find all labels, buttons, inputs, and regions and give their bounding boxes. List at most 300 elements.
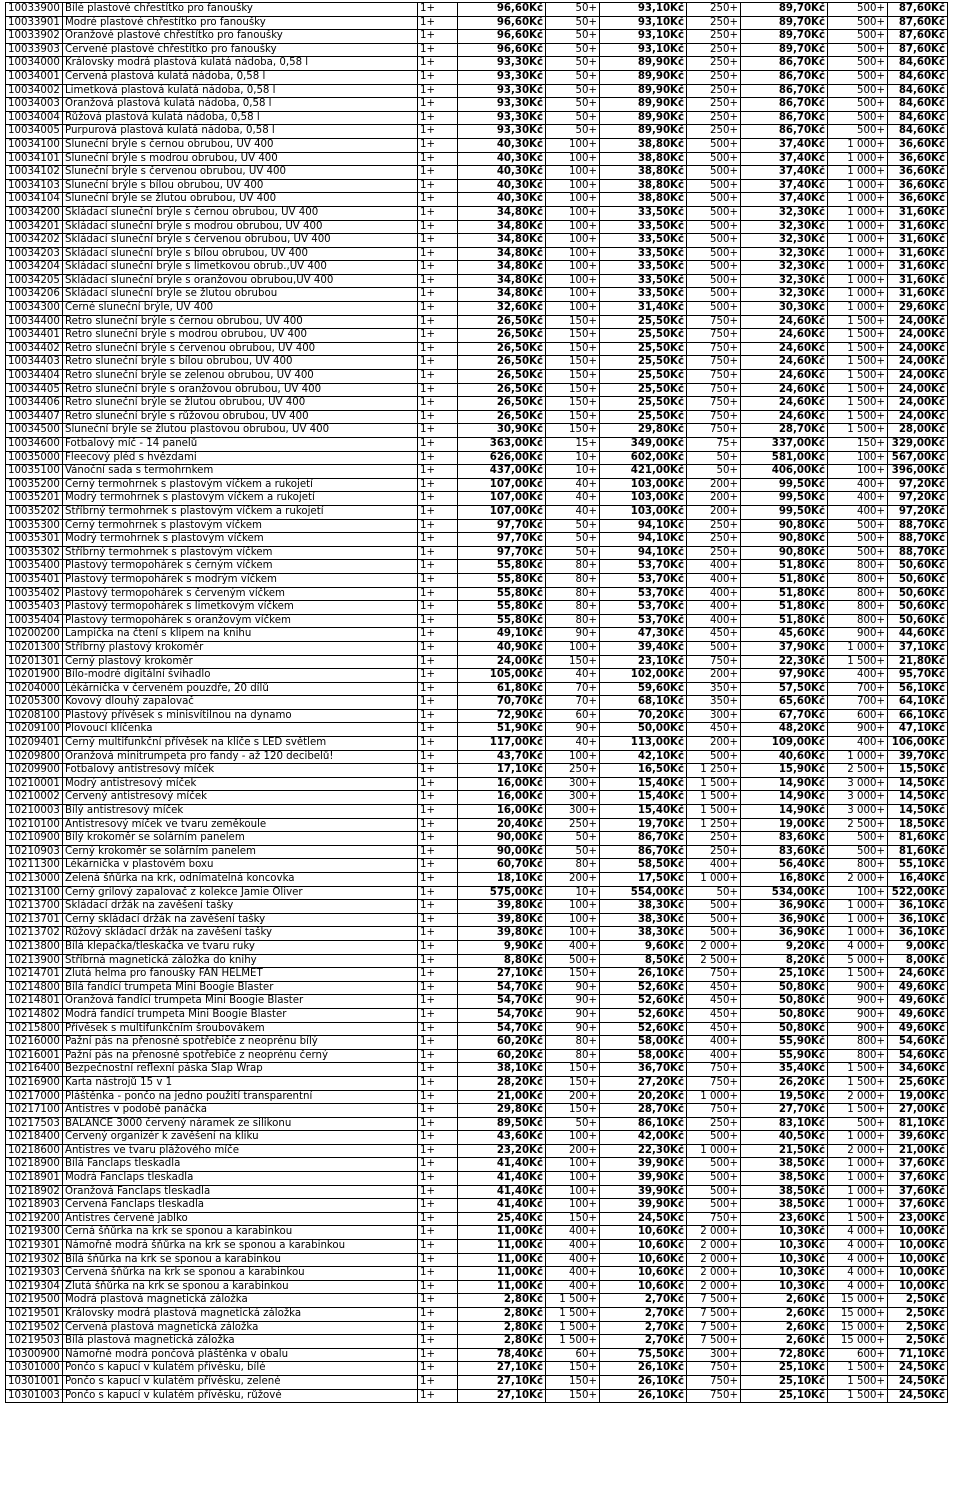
price-tier-3: 32,30Kč (741, 274, 828, 288)
product-code: 10034403 (6, 356, 63, 370)
product-code: 10034404 (6, 370, 63, 384)
qty-tier-3: 1 500+ (687, 791, 741, 805)
qty-tier-3: 500+ (687, 288, 741, 302)
table-row (6, 98, 948, 112)
product-name: Skládací sluneční brýle s oranžovou obrubou,UV 400 (63, 274, 418, 288)
qty-tier-4: 3 000+ (828, 805, 888, 819)
price-tier-3: 83,60Kč (741, 832, 828, 846)
price-tier-2: 25,50Kč (600, 315, 687, 329)
qty-tier-3: 750+ (687, 1389, 741, 1403)
price-tier-4: 31,60Kč (888, 247, 948, 261)
qty-tier-2: 50+ (546, 98, 600, 112)
qty-tier-3: 750+ (687, 968, 741, 982)
qty-tier-3: 500+ (687, 302, 741, 316)
price-tier-1: 40,30Kč (458, 138, 546, 152)
qty-tier-3: 500+ (687, 1131, 741, 1145)
product-code: 10033901 (6, 16, 63, 30)
qty-tier-4: 1 500+ (828, 383, 888, 397)
price-tier-1: 363,00Kč (458, 438, 546, 452)
table-row (6, 1280, 948, 1294)
table-row (6, 573, 948, 587)
qty-tier-2: 90+ (546, 981, 600, 995)
price-tier-4: 88,70Kč (888, 546, 948, 560)
product-code: 10034407 (6, 410, 63, 424)
price-tier-2: 17,50Kč (600, 873, 687, 887)
price-tier-4: 84,60Kč (888, 84, 948, 98)
table-row (6, 1389, 948, 1403)
table-row (6, 913, 948, 927)
product-name: Oranžová minitrumpeta pro fandy - až 120 decibelů! (63, 750, 418, 764)
price-tier-1: 28,20Kč (458, 1076, 546, 1090)
price-tier-3: 51,80Kč (741, 614, 828, 628)
qty-tier-3: 750+ (687, 1362, 741, 1376)
qty-tier-2: 400+ (546, 1267, 600, 1281)
price-tier-1: 2,80Kč (458, 1321, 546, 1335)
qty-tier-3: 750+ (687, 329, 741, 343)
qty-tier-4: 1 500+ (828, 315, 888, 329)
qty-tier-1: 1+ (418, 1348, 458, 1362)
qty-tier-1: 1+ (418, 777, 458, 791)
price-tier-3: 51,80Kč (741, 601, 828, 615)
qty-tier-3: 500+ (687, 274, 741, 288)
qty-tier-3: 200+ (687, 492, 741, 506)
qty-tier-2: 50+ (546, 1117, 600, 1131)
table-row (6, 234, 948, 248)
qty-tier-2: 90+ (546, 723, 600, 737)
qty-tier-3: 2 000+ (687, 1280, 741, 1294)
qty-tier-2: 200+ (546, 873, 600, 887)
price-tier-1: 26,50Kč (458, 315, 546, 329)
qty-tier-1: 1+ (418, 628, 458, 642)
qty-tier-3: 7 500+ (687, 1335, 741, 1349)
price-tier-4: 49,60Kč (888, 981, 948, 995)
table-row (6, 206, 948, 220)
price-tier-1: 26,50Kč (458, 397, 546, 411)
product-name: Královsky modrá plastová magnetická záložka (63, 1308, 418, 1322)
product-name: Antistres ve tvaru plážového míče (63, 1144, 418, 1158)
price-tier-1: 105,00Kč (458, 669, 546, 683)
qty-tier-3: 450+ (687, 995, 741, 1009)
qty-tier-2: 100+ (546, 247, 600, 261)
price-tier-3: 14,90Kč (741, 805, 828, 819)
qty-tier-4: 1 500+ (828, 1389, 888, 1403)
price-tier-3: 40,60Kč (741, 750, 828, 764)
price-tier-2: 53,70Kč (600, 573, 687, 587)
price-tier-1: 32,60Kč (458, 302, 546, 316)
table-row (6, 845, 948, 859)
price-tier-3: 50,80Kč (741, 995, 828, 1009)
product-code: 10216400 (6, 1063, 63, 1077)
qty-tier-3: 500+ (687, 927, 741, 941)
price-tier-3: 55,90Kč (741, 1036, 828, 1050)
price-tier-4: 87,60Kč (888, 43, 948, 57)
price-tier-4: 14,50Kč (888, 805, 948, 819)
table-row (6, 111, 948, 125)
qty-tier-4: 800+ (828, 1036, 888, 1050)
product-code: 10213700 (6, 900, 63, 914)
price-tier-4: 97,20Kč (888, 478, 948, 492)
product-name: Stříbrný plastový krokoměr (63, 641, 418, 655)
price-tier-4: 28,00Kč (888, 424, 948, 438)
product-code: 10200200 (6, 628, 63, 642)
qty-tier-1: 1+ (418, 1090, 458, 1104)
price-tier-2: 38,80Kč (600, 138, 687, 152)
price-tier-2: 42,00Kč (600, 1131, 687, 1145)
product-code: 10035202 (6, 505, 63, 519)
price-tier-1: 27,10Kč (458, 968, 546, 982)
product-name: Oranžová fandící trumpeta Mini Boogie Blaster (63, 995, 418, 1009)
product-code: 10034205 (6, 274, 63, 288)
price-tier-4: 50,60Kč (888, 601, 948, 615)
price-tier-1: 40,30Kč (458, 166, 546, 180)
qty-tier-2: 50+ (546, 30, 600, 44)
qty-tier-2: 250+ (546, 818, 600, 832)
qty-tier-2: 150+ (546, 410, 600, 424)
qty-tier-1: 1+ (418, 166, 458, 180)
qty-tier-4: 2 000+ (828, 1144, 888, 1158)
product-code: 10213702 (6, 927, 63, 941)
price-tier-1: 2,80Kč (458, 1335, 546, 1349)
qty-tier-2: 500+ (546, 954, 600, 968)
price-tier-3: 90,80Kč (741, 519, 828, 533)
qty-tier-3: 500+ (687, 1199, 741, 1213)
table-row (6, 1063, 948, 1077)
product-name: Bílý antistresový míček (63, 805, 418, 819)
price-tier-3: 38,50Kč (741, 1185, 828, 1199)
price-tier-3: 83,60Kč (741, 845, 828, 859)
price-tier-1: 40,30Kč (458, 193, 546, 207)
price-tier-4: 54,60Kč (888, 1036, 948, 1050)
price-tier-1: 54,70Kč (458, 981, 546, 995)
price-tier-3: 55,90Kč (741, 1049, 828, 1063)
table-row (6, 737, 948, 751)
qty-tier-3: 400+ (687, 560, 741, 574)
qty-tier-2: 100+ (546, 927, 600, 941)
qty-tier-1: 1+ (418, 1253, 458, 1267)
price-tier-4: 64,10Kč (888, 696, 948, 710)
product-code: 10035400 (6, 560, 63, 574)
price-tier-3: 37,40Kč (741, 152, 828, 166)
price-tier-4: 10,00Kč (888, 1253, 948, 1267)
qty-tier-1: 1+ (418, 791, 458, 805)
price-tier-3: 8,20Kč (741, 954, 828, 968)
price-tier-1: 96,60Kč (458, 3, 546, 17)
product-name: Plastový termopohárek s červeným víčkem (63, 587, 418, 601)
qty-tier-2: 1 500+ (546, 1321, 600, 1335)
product-code: 10218902 (6, 1185, 63, 1199)
qty-tier-4: 500+ (828, 43, 888, 57)
product-name: Sluneční brýle s červenou obrubou, UV 400 (63, 166, 418, 180)
price-tier-1: 437,00Kč (458, 465, 546, 479)
qty-tier-2: 80+ (546, 560, 600, 574)
qty-tier-1: 1+ (418, 84, 458, 98)
price-tier-4: 50,60Kč (888, 573, 948, 587)
qty-tier-1: 1+ (418, 1104, 458, 1118)
product-name: Skládací držák na zavěšení tašky (63, 900, 418, 914)
price-tier-4: 34,60Kč (888, 1063, 948, 1077)
price-tier-4: 31,60Kč (888, 261, 948, 275)
product-code: 10034202 (6, 234, 63, 248)
qty-tier-1: 1+ (418, 913, 458, 927)
qty-tier-2: 150+ (546, 329, 600, 343)
price-tier-1: 89,50Kč (458, 1117, 546, 1131)
qty-tier-1: 1+ (418, 1117, 458, 1131)
product-name: Zelená šňůrka na krk, odnímatelná koncovka (63, 873, 418, 887)
qty-tier-4: 500+ (828, 546, 888, 560)
price-tier-4: 36,10Kč (888, 927, 948, 941)
price-tier-4: 37,60Kč (888, 1185, 948, 1199)
price-tier-4: 36,60Kč (888, 138, 948, 152)
table-row (6, 125, 948, 139)
product-name: Oranžové plastové chřestítko pro fanoušky (63, 30, 418, 44)
product-code: 10034600 (6, 438, 63, 452)
product-code: 10034003 (6, 98, 63, 112)
product-code: 10210100 (6, 818, 63, 832)
qty-tier-1: 1+ (418, 1335, 458, 1349)
qty-tier-1: 1+ (418, 573, 458, 587)
table-row (6, 1158, 948, 1172)
qty-tier-1: 1+ (418, 1294, 458, 1308)
price-tier-4: 81,10Kč (888, 1117, 948, 1131)
qty-tier-1: 1+ (418, 111, 458, 125)
qty-tier-1: 1+ (418, 356, 458, 370)
price-tier-2: 15,40Kč (600, 805, 687, 819)
price-tier-4: 24,00Kč (888, 410, 948, 424)
qty-tier-2: 40+ (546, 737, 600, 751)
product-code: 10034401 (6, 329, 63, 343)
qty-tier-1: 1+ (418, 138, 458, 152)
product-name: Skládací sluneční brýle s červenou obrubou, UV 400 (63, 234, 418, 248)
product-name: Bezpečnostní reflexní páska Slap Wrap (63, 1063, 418, 1077)
qty-tier-3: 500+ (687, 641, 741, 655)
table-row (6, 709, 948, 723)
price-tier-2: 26,10Kč (600, 968, 687, 982)
price-tier-4: 14,50Kč (888, 791, 948, 805)
product-code: 10035403 (6, 601, 63, 615)
product-name: Modré plastové chřestítko pro fanoušky (63, 16, 418, 30)
qty-tier-2: 100+ (546, 1199, 600, 1213)
price-tier-3: 89,70Kč (741, 3, 828, 17)
price-tier-4: 2,50Kč (888, 1294, 948, 1308)
qty-tier-3: 400+ (687, 1049, 741, 1063)
product-code: 10034200 (6, 206, 63, 220)
qty-tier-2: 100+ (546, 152, 600, 166)
qty-tier-2: 150+ (546, 315, 600, 329)
qty-tier-1: 1+ (418, 16, 458, 30)
price-tier-1: 16,00Kč (458, 805, 546, 819)
price-tier-1: 24,00Kč (458, 655, 546, 669)
table-row (6, 492, 948, 506)
table-row (6, 873, 948, 887)
table-row (6, 1022, 948, 1036)
table-row (6, 832, 948, 846)
price-tier-2: 93,10Kč (600, 3, 687, 17)
qty-tier-3: 50+ (687, 886, 741, 900)
qty-tier-2: 90+ (546, 1008, 600, 1022)
price-tier-1: 55,80Kč (458, 601, 546, 615)
price-tier-4: 15,50Kč (888, 764, 948, 778)
qty-tier-1: 1+ (418, 1158, 458, 1172)
price-tier-1: 93,30Kč (458, 84, 546, 98)
product-code: 10201300 (6, 641, 63, 655)
qty-tier-3: 50+ (687, 451, 741, 465)
qty-tier-2: 100+ (546, 234, 600, 248)
qty-tier-2: 100+ (546, 138, 600, 152)
price-tier-3: 21,50Kč (741, 1144, 828, 1158)
qty-tier-3: 500+ (687, 1172, 741, 1186)
price-tier-1: 97,70Kč (458, 519, 546, 533)
product-code: 10034103 (6, 179, 63, 193)
table-row (6, 179, 948, 193)
qty-tier-1: 1+ (418, 750, 458, 764)
qty-tier-3: 750+ (687, 356, 741, 370)
product-code: 10035401 (6, 573, 63, 587)
table-row (6, 1008, 948, 1022)
price-tier-3: 32,30Kč (741, 247, 828, 261)
price-tier-4: 10,00Kč (888, 1280, 948, 1294)
qty-tier-3: 750+ (687, 1063, 741, 1077)
product-code: 10201301 (6, 655, 63, 669)
price-tier-2: 59,60Kč (600, 682, 687, 696)
price-tier-2: 349,00Kč (600, 438, 687, 452)
product-name: Fotbalový míč - 14 panelů (63, 438, 418, 452)
price-tier-2: 58,00Kč (600, 1049, 687, 1063)
qty-tier-2: 10+ (546, 465, 600, 479)
price-tier-2: 33,50Kč (600, 206, 687, 220)
qty-tier-1: 1+ (418, 383, 458, 397)
product-name: Skládací sluneční brýle s bílou obrubou, UV 400 (63, 247, 418, 261)
price-tier-4: 31,60Kč (888, 234, 948, 248)
qty-tier-3: 350+ (687, 682, 741, 696)
product-name: Skládací sluneční brýle s limetkovou obrub.,UV 400 (63, 261, 418, 275)
price-tier-2: 23,10Kč (600, 655, 687, 669)
price-tier-3: 32,30Kč (741, 261, 828, 275)
qty-tier-2: 100+ (546, 274, 600, 288)
price-tier-1: 107,00Kč (458, 492, 546, 506)
price-tier-1: 55,80Kč (458, 573, 546, 587)
qty-tier-1: 1+ (418, 845, 458, 859)
product-name: Černý plastový krokoměr (63, 655, 418, 669)
price-tier-2: 25,50Kč (600, 383, 687, 397)
qty-tier-4: 15 000+ (828, 1294, 888, 1308)
product-name: Černé sluneční brýle, UV 400 (63, 302, 418, 316)
qty-tier-2: 250+ (546, 764, 600, 778)
product-code: 10035302 (6, 546, 63, 560)
price-tier-4: 21,00Kč (888, 1144, 948, 1158)
product-code: 10034101 (6, 152, 63, 166)
price-tier-1: 51,90Kč (458, 723, 546, 737)
price-tier-3: 65,60Kč (741, 696, 828, 710)
price-tier-3: 48,20Kč (741, 723, 828, 737)
price-tier-4: 95,70Kč (888, 669, 948, 683)
qty-tier-2: 200+ (546, 1144, 600, 1158)
qty-tier-1: 1+ (418, 302, 458, 316)
price-tier-2: 52,60Kč (600, 981, 687, 995)
qty-tier-1: 1+ (418, 125, 458, 139)
price-tier-3: 25,10Kč (741, 1362, 828, 1376)
qty-tier-2: 100+ (546, 1131, 600, 1145)
price-tier-1: 27,10Kč (458, 1362, 546, 1376)
qty-tier-4: 1 000+ (828, 900, 888, 914)
product-name: Pončo s kapucí v kulatém přívěsku, zelené (63, 1375, 418, 1389)
price-tier-3: 37,40Kč (741, 179, 828, 193)
qty-tier-3: 500+ (687, 1158, 741, 1172)
qty-tier-3: 750+ (687, 370, 741, 384)
product-name: Námořně modrá šňůrka na krk se sponou a karabinkou (63, 1240, 418, 1254)
qty-tier-4: 1 000+ (828, 166, 888, 180)
product-name: Retro sluneční brýle s modrou obrubou, UV 400 (63, 329, 418, 343)
qty-tier-3: 750+ (687, 1212, 741, 1226)
product-name: Antistres v podobě panáčka (63, 1104, 418, 1118)
qty-tier-4: 900+ (828, 723, 888, 737)
qty-tier-1: 1+ (418, 682, 458, 696)
price-tier-2: 2,70Kč (600, 1294, 687, 1308)
price-tier-1: 96,60Kč (458, 30, 546, 44)
price-tier-4: 31,60Kč (888, 288, 948, 302)
table-row (6, 1144, 948, 1158)
qty-tier-4: 1 000+ (828, 138, 888, 152)
price-tier-2: 89,90Kč (600, 98, 687, 112)
qty-tier-2: 300+ (546, 777, 600, 791)
qty-tier-2: 50+ (546, 832, 600, 846)
price-tier-3: 2,60Kč (741, 1308, 828, 1322)
price-tier-3: 72,80Kč (741, 1348, 828, 1362)
table-row (6, 587, 948, 601)
price-tier-4: 84,60Kč (888, 111, 948, 125)
qty-tier-3: 400+ (687, 1036, 741, 1050)
qty-tier-4: 400+ (828, 505, 888, 519)
price-tier-1: 97,70Kč (458, 546, 546, 560)
qty-tier-3: 1 000+ (687, 873, 741, 887)
product-name: Černý skládací držák na zavěšení tašky (63, 913, 418, 927)
product-name: Retro sluneční brýle se zelenou obrubou, UV 400 (63, 370, 418, 384)
price-tier-4: 24,00Kč (888, 356, 948, 370)
price-tier-2: 421,00Kč (600, 465, 687, 479)
qty-tier-3: 1 250+ (687, 764, 741, 778)
price-tier-4: 396,00Kč (888, 465, 948, 479)
price-tier-1: 90,00Kč (458, 832, 546, 846)
product-name: Stříbrný termohrnek s plastovým víčkem (63, 546, 418, 560)
qty-tier-1: 1+ (418, 492, 458, 506)
price-tier-1: 8,80Kč (458, 954, 546, 968)
qty-tier-2: 80+ (546, 859, 600, 873)
product-name: Plovoucí klíčenka (63, 723, 418, 737)
price-tier-1: 55,80Kč (458, 587, 546, 601)
price-tier-3: 19,00Kč (741, 818, 828, 832)
qty-tier-3: 2 000+ (687, 1226, 741, 1240)
table-row (6, 696, 948, 710)
product-name: Modrá Fanclaps tleskadla (63, 1172, 418, 1186)
price-tier-1: 60,70Kč (458, 859, 546, 873)
qty-tier-2: 80+ (546, 601, 600, 615)
table-row (6, 451, 948, 465)
qty-tier-2: 150+ (546, 1104, 600, 1118)
qty-tier-1: 1+ (418, 1131, 458, 1145)
product-name: Červená Fanclaps tleskadla (63, 1199, 418, 1213)
qty-tier-2: 80+ (546, 573, 600, 587)
qty-tier-4: 500+ (828, 70, 888, 84)
product-name: Retro sluneční brýle s růžovou obrubou, UV 400 (63, 410, 418, 424)
price-tier-4: 21,80Kč (888, 655, 948, 669)
product-name: Sluneční brýle s bílou obrubou, UV 400 (63, 179, 418, 193)
product-name: Žlutá šňůrka na krk se sponou a karabinkou (63, 1280, 418, 1294)
qty-tier-1: 1+ (418, 1172, 458, 1186)
qty-tier-1: 1+ (418, 546, 458, 560)
qty-tier-2: 80+ (546, 1036, 600, 1050)
qty-tier-4: 500+ (828, 125, 888, 139)
price-tier-2: 38,80Kč (600, 152, 687, 166)
price-tier-2: 602,00Kč (600, 451, 687, 465)
